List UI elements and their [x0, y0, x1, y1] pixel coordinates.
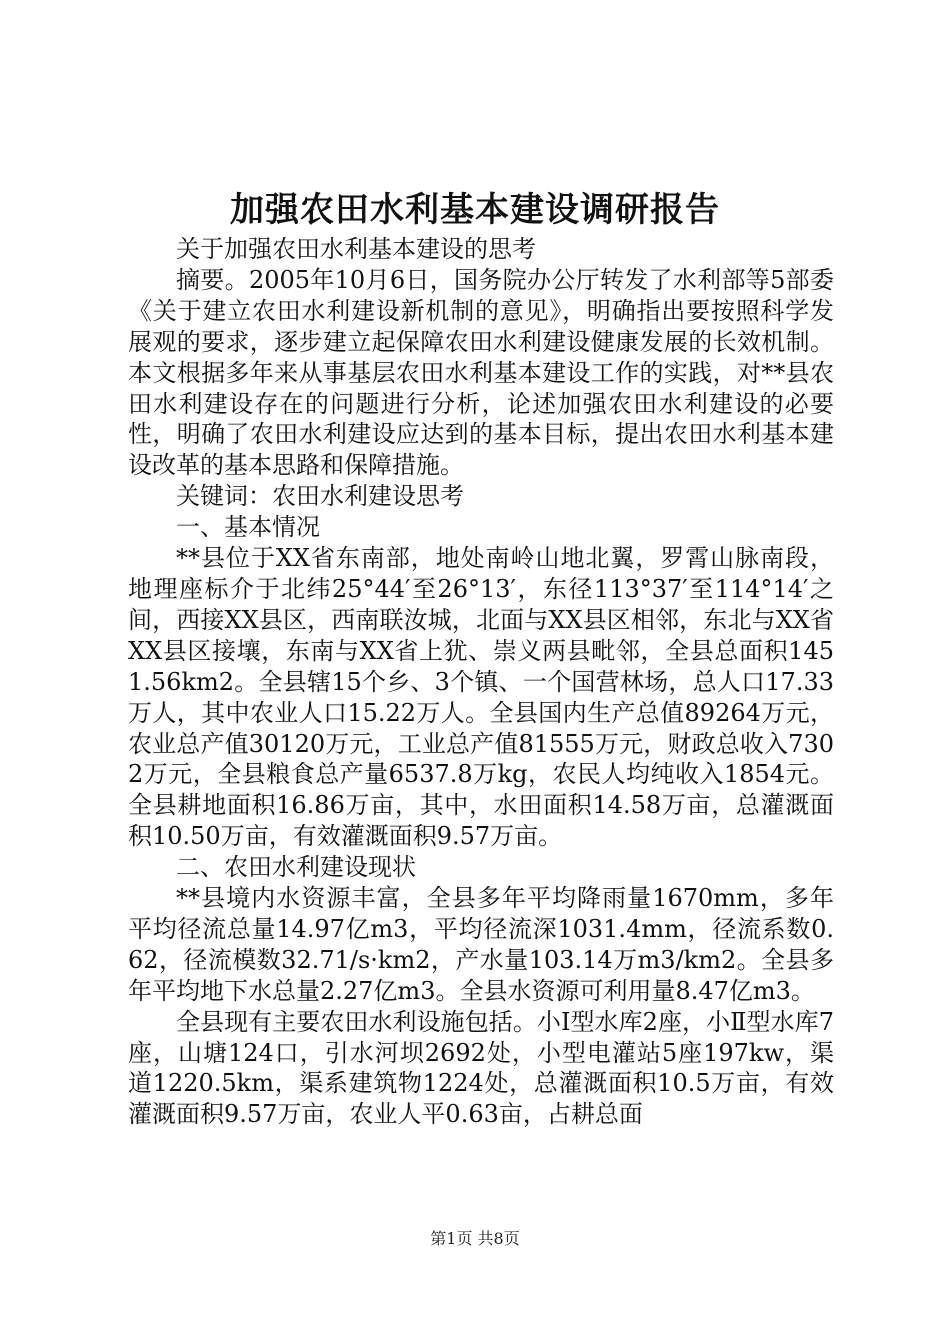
- facilities-paragraph: 全县现有主要农田水利设施包括。小Ⅰ型水库2座，小Ⅱ型水库7座，山塘124口，引水河坝2692处，小型电灌站5座197kw，渠道1220.5km，渠系建筑物1224处，总灌溉面积10.5万亩，有效灌溉面积9.57万亩，农业人平0.63亩，占耕总面: [128, 1007, 834, 1129]
- water-resources-paragraph: **县境内水资源丰富，全县多年平均降雨量1670mm，多年平均径流总量14.97亿m3，平均径流深1031.4mm，径流系数0.62，径流模数32.71/s·km2，产水量103.14万m3/km2。全县多年平均地下水总量2.27亿m3。全县水资源可利用量8.47亿m3。: [128, 884, 834, 1005]
- subtitle-paragraph: 关于加强农田水利基本建设的思考: [176, 235, 536, 263]
- abstract-paragraph: 摘要。2005年10月6日，国务院办公厅转发了水利部等5部委《关于建立农田水利建设新机制的意见》，明确指出要按照科学发展观的要求，逐步建立起保障农田水利建设健康发展的长效机制。本文根据多年来从事基层农田水利基本建设工作的实践，对**县农田水利建设存在的问题进行分析，论述加强农田水利建设的必要性，明确了农田水利建设应达到的基本目标，提出农田水利基本建设改革的基本思路和保障措施。: [128, 265, 834, 480]
- section-heading-basic-situation: 一、基本情况: [176, 513, 320, 542]
- document-body: [128, 234, 834, 1130]
- keywords-paragraph: 关键词：农田水利建设思考: [176, 482, 464, 511]
- page-footer: 第1页 共8页: [430, 1229, 520, 1248]
- basic-situation-paragraph: **县位于XX省东南部，地处南岭山地北翼，罗霄山脉南段，地理座标介于北纬25°44′至26°13′，东径113°37′至114°14′之间，西接XX县区，西南联汝城，北面与XX县区相邻，东北与XX省XX县区接壤，东南与XX省上犹、崇义两县毗邻，全县总面积1451.56km2。全县辖15个乡、3个镇、一个国营林场，总人口17.33万人，其中农业人口15.22万人。全县国内生产总值89264万元，农业总产值30120万元，工业总产值81555万元，财政总收入7302万元，全县粮食总产量6537.8万kg，农民人均纯收入1854元。全县耕地面积16.86万亩，其中，水田面积14.58万亩，总灌溉面积10.50万亩，有效灌溉面积9.57万亩。: [128, 544, 834, 851]
- document-title: 加强农田水利基本建设调研报告: [230, 190, 720, 230]
- section-heading-current-status: 二、农田水利建设现状: [176, 853, 416, 882]
